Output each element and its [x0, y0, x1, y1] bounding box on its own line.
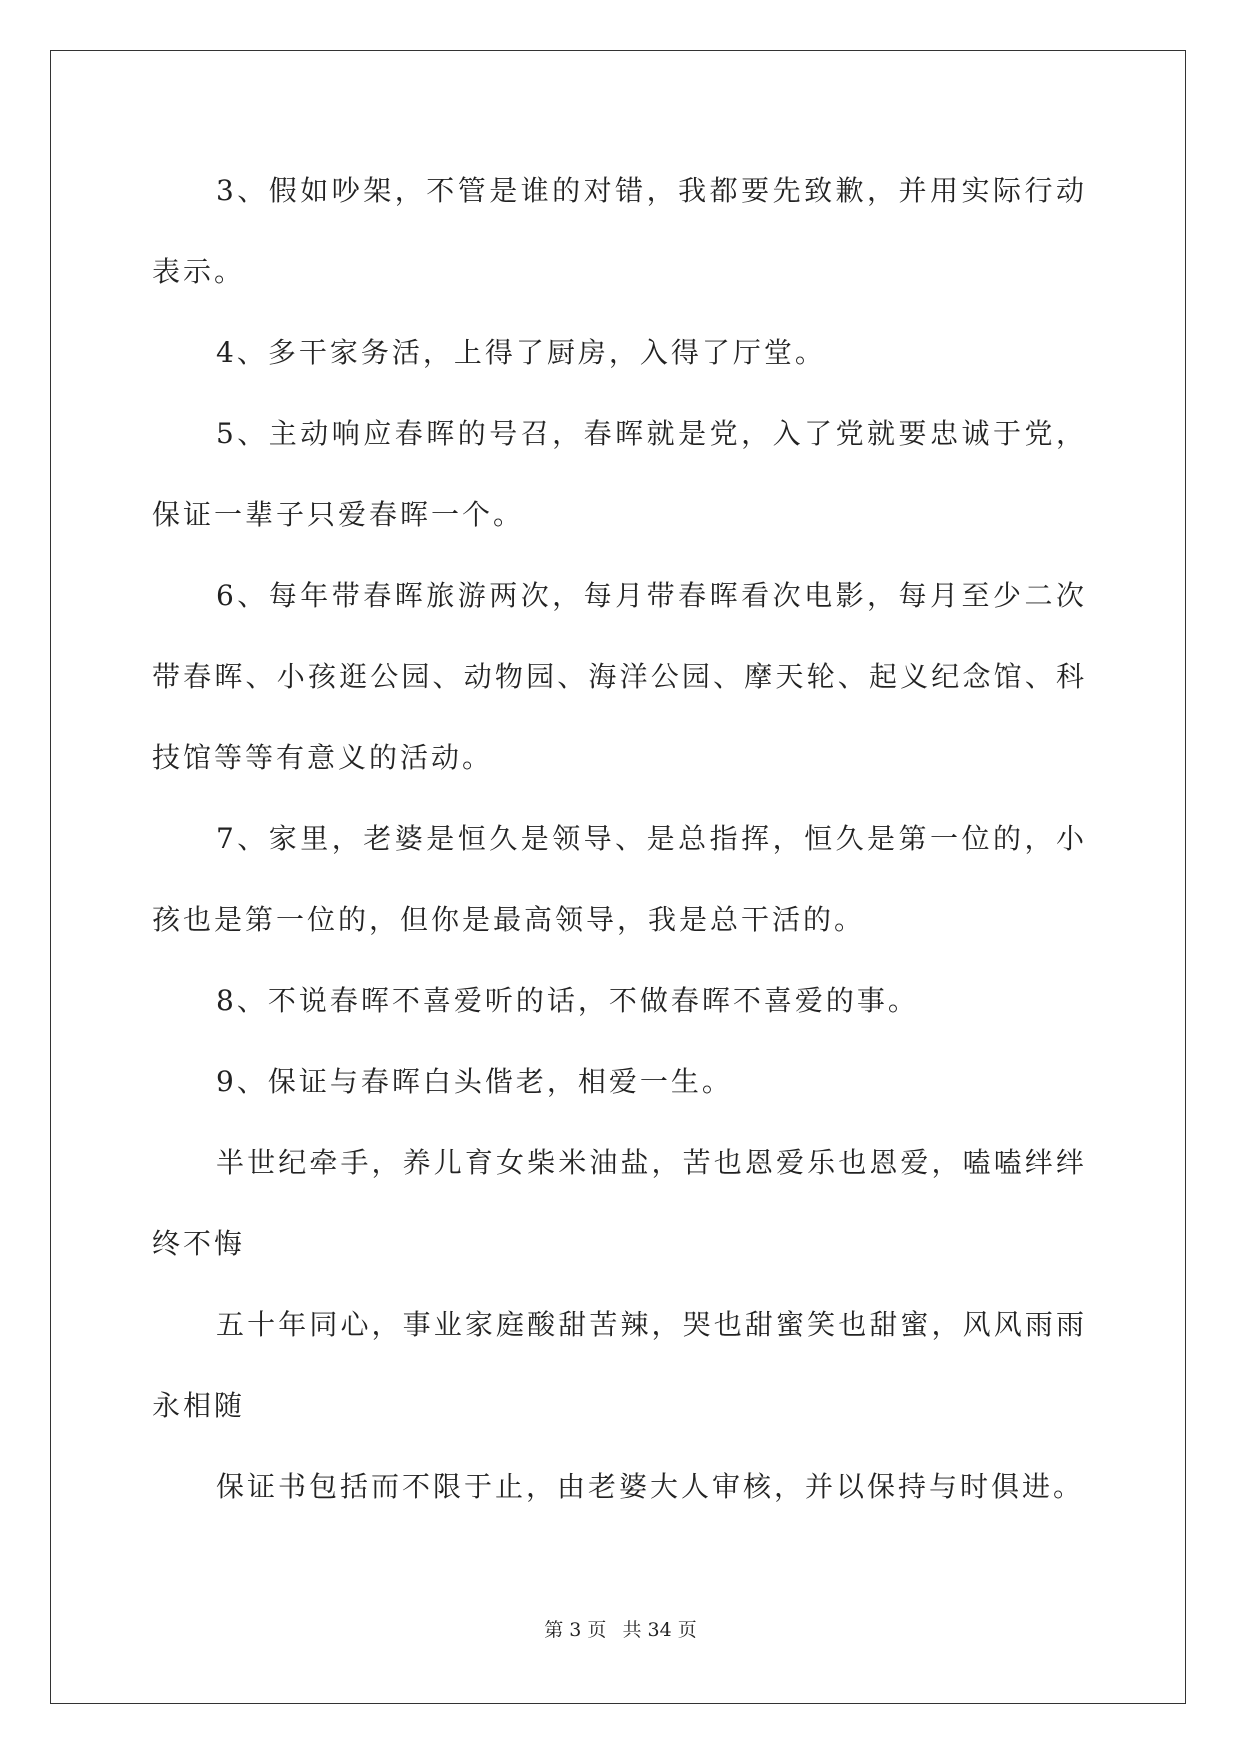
page-total: 共 34 页 [622, 1619, 697, 1641]
paragraph-item-5: 5、主动响应春晖的号召，春晖就是党，入了党就要忠诚于党，保证一辈子只爱春晖一个。 [152, 417, 1087, 531]
paragraph-item-9: 9、保证与春晖白头偕老，相爱一生。 [216, 1065, 733, 1098]
paragraph-couplet-first: 半世纪牵手，养儿育女柴米油盐，苦也恩爱乐也恩爱，嗑嗑绊绊终不悔 [152, 1146, 1087, 1260]
page-number: 第 3 页 [544, 1619, 607, 1641]
paragraph-item-3: 3、假如吵架，不管是谁的对错，我都要先致歉，并用实际行动表示。 [152, 174, 1087, 288]
page-footer [0, 1615, 1241, 1642]
paragraph-closing: 保证书包括而不限于止，由老婆大人审核，并以保持与时俱进。 [216, 1470, 1085, 1503]
paragraph-couplet-second: 五十年同心，事业家庭酸甜苦辣，哭也甜蜜笑也甜蜜，风风雨雨永相随 [152, 1308, 1087, 1422]
paragraph-item-8: 8、不说春晖不喜爱听的话，不做春晖不喜爱的事。 [216, 984, 919, 1017]
paragraph-item-7: 7、家里，老婆是恒久是领导、是总指挥，恒久是第一位的，小孩也是第一位的，但你是最高领导，我是总干活的。 [152, 822, 1087, 936]
paragraph-item-4: 4、多干家务活，上得了厨房，入得了厅堂。 [216, 336, 826, 369]
paragraph-item-6: 6、每年带春晖旅游两次，每月带春晖看次电影，每月至少二次带春晖、小孩逛公园、动物园、海洋公园、摩天轮、起义纪念馆、科技馆等等有意义的活动。 [152, 579, 1087, 774]
document-body [152, 150, 1087, 1527]
